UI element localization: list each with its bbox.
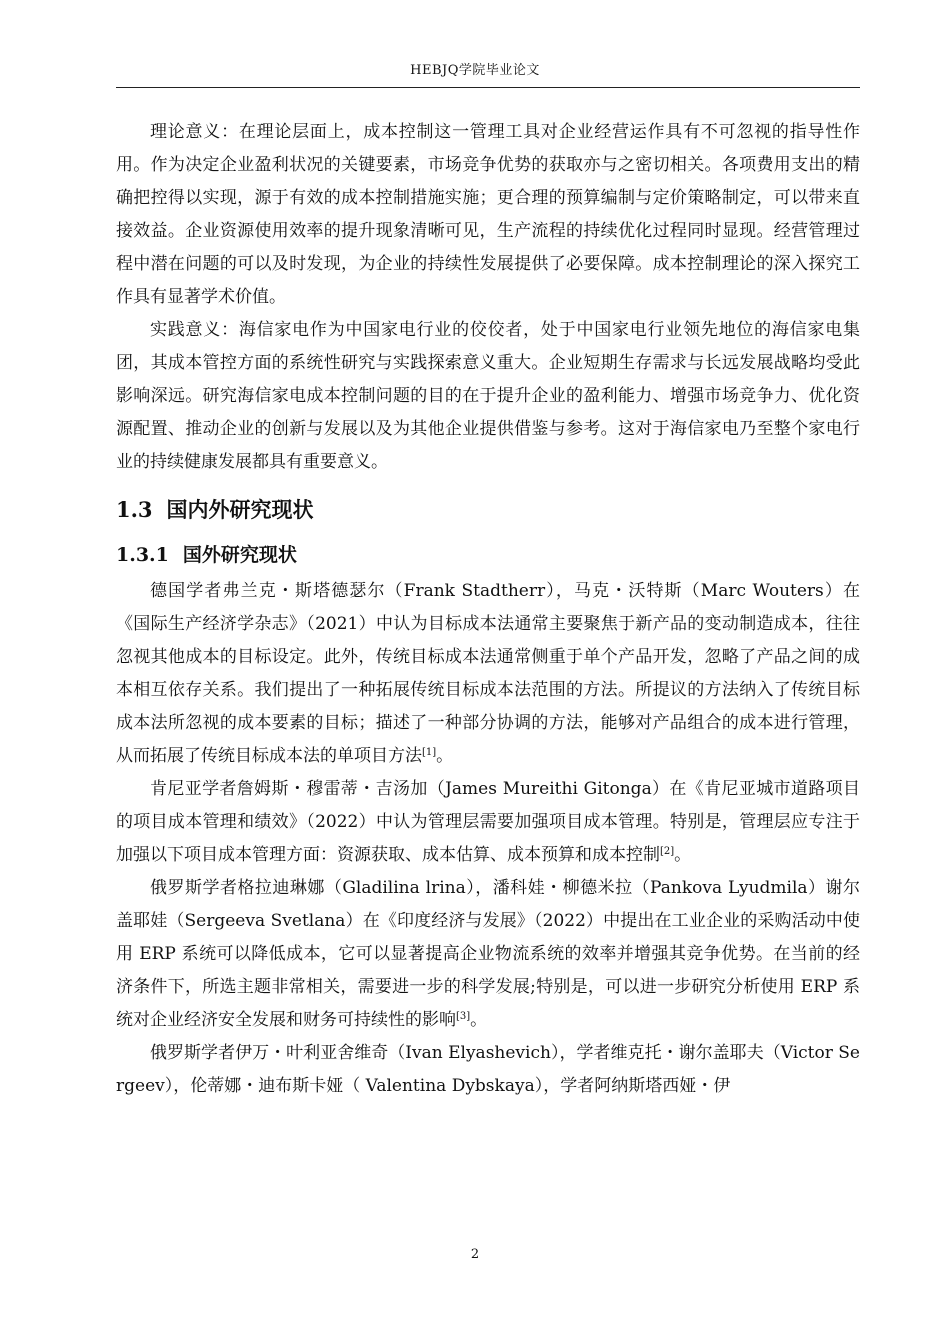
section-number: 1.3 [116, 497, 153, 522]
paragraph-theoretical-significance: 理论意义：在理论层面上，成本控制这一管理工具对企业经营运作具有不可忽视的指导性作用。作为决定企业盈利状况的关键要素，市场竞争优势的获取亦与之密切相关。各项费用支出的精确把控得以实现，源于有效的成本控制措施实施；更合理的预算编制与定价策略制定，可以带来直接效益。企业资源使用效率的提升现象清晰可见，生产流程的持续优化过程同时显现。经营管理过程中潜在问题的可以及时发现，为企业的持续性发展提供了必要保障。成本控制理论的深入探究工作具有显著学术价值。 [116, 122, 860, 307]
citation-ref: [3] [456, 1011, 471, 1022]
subsection-title: 国外研究现状 [182, 544, 297, 566]
section-heading [116, 489, 860, 531]
paragraph-research-elyashevich: 俄罗斯学者伊万・叶利亚舍维奇（Ivan Elyashevich），学者维克托・谢尔盖耶夫（Victor Sergeev），伦蒂娜・迪布斯卡娅（ Valentina Dybskaya），学者阿纳斯塔西娅・伊 [116, 1043, 860, 1096]
paragraph-practical-significance: 实践意义：海信家电作为中国家电行业的佼佼者，处于中国家电行业领先地位的海信家电集团，其成本管控方面的系统性研究与实践探索意义重大。企业短期生存需求与长远发展战略均受此影响深远。研究海信家电成本控制问题的目的在于提升企业的盈利能力、增强市场竞争力、优化资源配置、推动企业的创新与发展以及为其他企业提供借鉴与参考。这对于海信家电乃至整个家电行业的持续健康发展都具有重要意义。 [116, 320, 860, 472]
subsection-heading [116, 535, 860, 575]
citation-ref: [1] [422, 747, 437, 758]
section-title: 国内外研究现状 [166, 497, 314, 522]
running-header: HEBJQ学院毕业论文 [410, 63, 540, 78]
subsection-number: 1.3.1 [116, 544, 169, 566]
citation-ref: [2] [660, 846, 675, 857]
paragraph-research-stadtherr: 德国学者弗兰克・斯塔德瑟尔（Frank Stadtherr），马克・沃特斯（Marc Wouters）在《国际生产经济学杂志》（2021）中认为目标成本法通常主要聚焦于新产品的变动制造成本，往往忽视其他成本的目标设定。此外，传统目标成本法通常侧重于单个产品开发，忽略了产品之间的成本相互依存关系。我们提出了一种拓展传统目标成本法范围的方法。所提议的方法纳入了传统目标成本法所忽视的成本要素的目标；描述了一种部分协调的方法，能够对产品组合的成本进行管理，从而拓展了传统目标成本法的单项目方法[1]。 [116, 581, 860, 766]
paragraph-research-gitonga: 肯尼亚学者詹姆斯・穆雷蒂・吉汤加（James Mureithi Gitonga）在《肯尼亚城市道路项目的项目成本管理和绩效》（2022）中认为管理层需要加强项目成本管理。特别是，管理层应专注于加强以下项目成本管理方面：资源获取、成本估算、成本预算和成本控制[2]。 [116, 779, 860, 865]
paragraph-research-gladilina: 俄罗斯学者格拉迪琳娜（Gladilina lrina），潘科娃・柳德米拉（Pankova Lyudmila）谢尔盖耶娃（Sergeeva Svetlana）在《印度经济与发展》（2022）中提出在工业企业的采购活动中使用 ERP 系统可以降低成本，它可以显著提高企业物流系统的效率并增强其竞争优势。在当前的经济条件下，所选主题非常相关，需要进一步的科学发展;特别是，可以进一步研究分析使用 ERP 系统对企业经济安全发展和财务可持续性的影响[3]。 [116, 878, 860, 1030]
body-text [116, 116, 860, 1103]
header-divider [116, 87, 860, 88]
page-number: 2 [470, 1247, 480, 1262]
